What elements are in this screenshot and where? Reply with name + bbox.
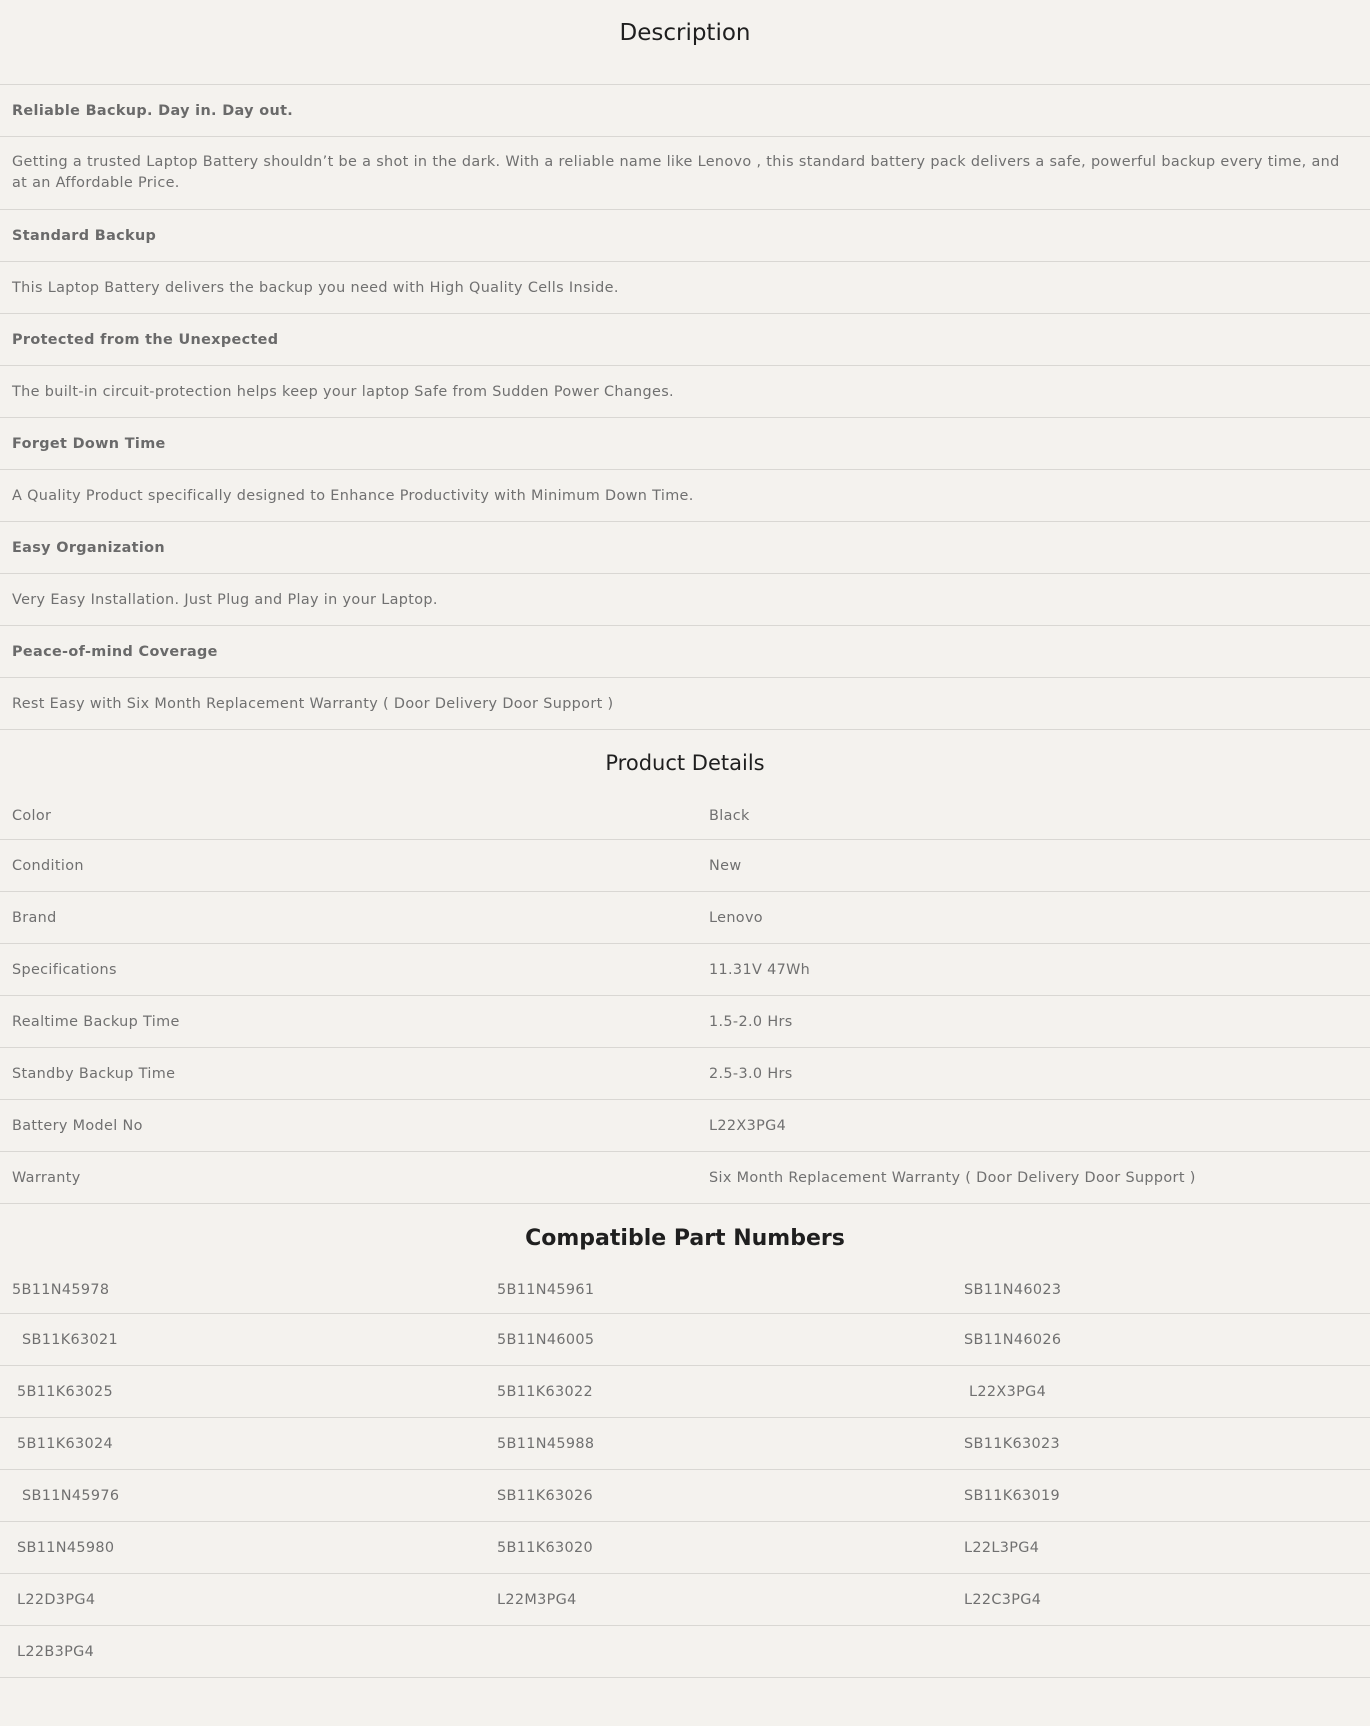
part-number: L22L3PG4 bbox=[952, 1522, 1370, 1574]
part-number: L22D3PG4 bbox=[0, 1574, 485, 1626]
part-number bbox=[952, 1626, 1370, 1678]
part-number: SB11K63026 bbox=[485, 1470, 952, 1522]
part-number: L22B3PG4 bbox=[0, 1626, 485, 1678]
part-number: SB11N46023 bbox=[952, 1266, 1370, 1314]
detail-key: Color bbox=[0, 792, 697, 840]
part-number: SB11N45976 bbox=[0, 1470, 485, 1522]
part-number: 5B11K63024 bbox=[0, 1418, 485, 1470]
part-number: 5B11K63022 bbox=[485, 1366, 952, 1418]
description-heading: Peace-of-mind Coverage bbox=[0, 626, 1370, 678]
part-number: SB11K63023 bbox=[952, 1418, 1370, 1470]
part-number: 5B11K63025 bbox=[0, 1366, 485, 1418]
table-row bbox=[0, 1418, 1370, 1470]
detail-key: Standby Backup Time bbox=[0, 1048, 697, 1100]
detail-value: L22X3PG4 bbox=[697, 1100, 1370, 1152]
detail-value: Lenovo bbox=[697, 892, 1370, 944]
description-text: This Laptop Battery delivers the backup you need with High Quality Cells Inside. bbox=[0, 262, 1370, 314]
detail-value: 2.5-3.0 Hrs bbox=[697, 1048, 1370, 1100]
description-heading: Easy Organization bbox=[0, 522, 1370, 574]
detail-key: Brand bbox=[0, 892, 697, 944]
compatible-parts-table bbox=[0, 1266, 1370, 1678]
detail-value: 1.5-2.0 Hrs bbox=[697, 996, 1370, 1048]
description-heading: Forget Down Time bbox=[0, 418, 1370, 470]
part-number: 5B11N46005 bbox=[485, 1314, 952, 1366]
description-text: A Quality Product specifically designed to Enhance Productivity with Minimum Down Time. bbox=[0, 470, 1370, 522]
part-number: 5B11N45988 bbox=[485, 1418, 952, 1470]
table-row bbox=[0, 996, 1370, 1048]
part-number: SB11N46026 bbox=[952, 1314, 1370, 1366]
table-row bbox=[0, 1152, 1370, 1204]
product-details-title: Product Details bbox=[605, 751, 765, 775]
table-row bbox=[0, 1266, 1370, 1314]
description-heading: Protected from the Unexpected bbox=[0, 314, 1370, 366]
description-list bbox=[0, 85, 1370, 730]
detail-key: Battery Model No bbox=[0, 1100, 697, 1152]
part-number: SB11K63021 bbox=[0, 1314, 485, 1366]
table-row bbox=[0, 892, 1370, 944]
product-details-table bbox=[0, 792, 1370, 1204]
detail-value: Black bbox=[697, 792, 1370, 840]
detail-value: 11.31V 47Wh bbox=[697, 944, 1370, 996]
description-title: Description bbox=[0, 0, 1370, 85]
table-row bbox=[0, 1048, 1370, 1100]
part-number: 5B11N45961 bbox=[485, 1266, 952, 1314]
part-number bbox=[485, 1626, 952, 1678]
compatible-parts-title: Compatible Part Numbers bbox=[525, 1226, 845, 1251]
table-row bbox=[0, 792, 1370, 840]
table-row bbox=[0, 1574, 1370, 1626]
part-number: 5B11K63020 bbox=[485, 1522, 952, 1574]
table-row bbox=[0, 1366, 1370, 1418]
detail-key: Specifications bbox=[0, 944, 697, 996]
table-row bbox=[0, 1100, 1370, 1152]
table-row bbox=[0, 1626, 1370, 1678]
description-heading: Reliable Backup. Day in. Day out. bbox=[0, 85, 1370, 137]
table-row bbox=[0, 1314, 1370, 1366]
detail-key: Condition bbox=[0, 840, 697, 892]
detail-key: Realtime Backup Time bbox=[0, 996, 697, 1048]
description-text: Getting a trusted Laptop Battery shouldn’t be a shot in the dark. With a reliable name like Lenovo , this standard battery pack delivers a safe, powerful backup every time, and at an Affordable Price. bbox=[0, 137, 1370, 210]
part-number: SB11K63019 bbox=[952, 1470, 1370, 1522]
description-heading: Standard Backup bbox=[0, 210, 1370, 262]
table-row bbox=[0, 1522, 1370, 1574]
table-row bbox=[0, 944, 1370, 996]
detail-value: Six Month Replacement Warranty ( Door Delivery Door Support ) bbox=[697, 1152, 1370, 1204]
detail-value: New bbox=[697, 840, 1370, 892]
description-text: Rest Easy with Six Month Replacement Warranty ( Door Delivery Door Support ) bbox=[0, 678, 1370, 730]
detail-key: Warranty bbox=[0, 1152, 697, 1204]
part-number: L22M3PG4 bbox=[485, 1574, 952, 1626]
part-number: L22X3PG4 bbox=[952, 1366, 1370, 1418]
table-row bbox=[0, 1470, 1370, 1522]
table-row bbox=[0, 840, 1370, 892]
part-number: 5B11N45978 bbox=[0, 1266, 485, 1314]
part-number: SB11N45980 bbox=[0, 1522, 485, 1574]
description-text: The built-in circuit-protection helps keep your laptop Safe from Sudden Power Changes. bbox=[0, 366, 1370, 418]
description-text: Very Easy Installation. Just Plug and Play in your Laptop. bbox=[0, 574, 1370, 626]
part-number: L22C3PG4 bbox=[952, 1574, 1370, 1626]
